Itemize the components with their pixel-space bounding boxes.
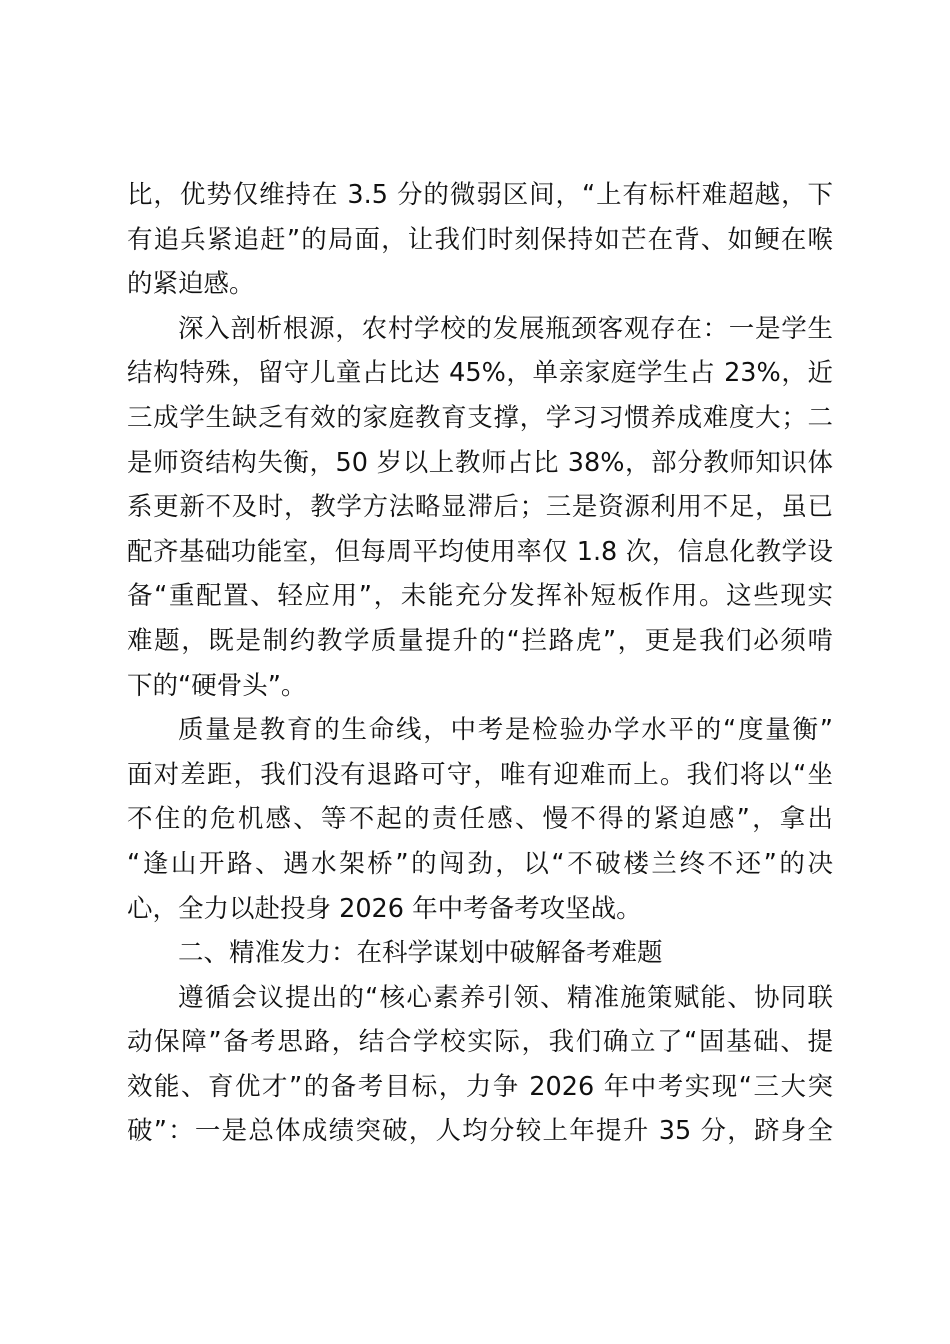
text-line: 配齐基础功能室，但每周平均使用率仅 1.8 次，信息化教学设	[127, 536, 833, 567]
heading-line: 二、精准发力：在科学谋划中破解备考难题	[178, 938, 663, 969]
section-heading	[127, 931, 833, 976]
text-line: 有追兵紧追赶”的局面，让我们时刻保持如芒在背、如鲠在喉	[127, 224, 833, 255]
paragraph	[127, 173, 833, 307]
text-line: 比，优势仅维持在 3.5 分的微弱区间，“上有标杆难超越，下	[127, 180, 833, 210]
text-line: 破”：一是总体成绩突破，人均分较上年提升 35 分，跻身全	[127, 1116, 833, 1147]
text-line: 下的“硬骨头”。	[127, 670, 307, 701]
text-line: 是师资结构失衡，50 岁以上教师占比 38%，部分教师知识体	[127, 447, 833, 478]
paragraph	[127, 976, 833, 1154]
text-line: 系更新不及时，教学方法略显滞后；三是资源利用不足，虽已	[127, 492, 833, 523]
paragraph	[127, 708, 833, 931]
text-line: 效能、育优才”的备考目标，力争 2026 年中考实现“三大突	[127, 1071, 833, 1102]
text-line: 不住的危机感、等不起的责任感、慢不得的紧迫感”，拿出	[127, 804, 833, 835]
text-line: 面对差距，我们没有退路可守，唯有迎难而上。我们将以“坐	[127, 759, 833, 790]
text-line: 心，全力以赴投身 2026 年中考备考攻坚战。	[127, 893, 642, 924]
text-line: 结构特殊，留守儿童占比达 45%，单亲家庭学生占 23%，近	[127, 358, 833, 389]
document-body	[127, 173, 833, 1154]
paragraph	[127, 307, 833, 708]
text-line: 遵循会议提出的“核心素养引领、精准施策赋能、协同联	[178, 982, 833, 1013]
text-line: 的紧迫感。	[127, 269, 255, 300]
text-line: 难题，既是制约教学质量提升的“拦路虎”，更是我们必须啃	[127, 625, 833, 656]
text-line: 备“重配置、轻应用”，未能充分发挥补短板作用。这些现实	[127, 581, 833, 612]
text-line: “逢山开路、遇水架桥”的闯劲，以“不破楼兰终不还”的决	[127, 848, 833, 879]
text-line: 质量是教育的生命线，中考是检验办学水平的“度量衡”	[178, 715, 833, 746]
text-line: 动保障”备考思路，结合学校实际，我们确立了“固基础、提	[127, 1027, 833, 1058]
text-line: 三成学生缺乏有效的家庭教育支撑，学习习惯养成难度大；二	[127, 402, 833, 433]
text-line: 深入剖析根源，农村学校的发展瓶颈客观存在：一是学生	[178, 313, 833, 344]
